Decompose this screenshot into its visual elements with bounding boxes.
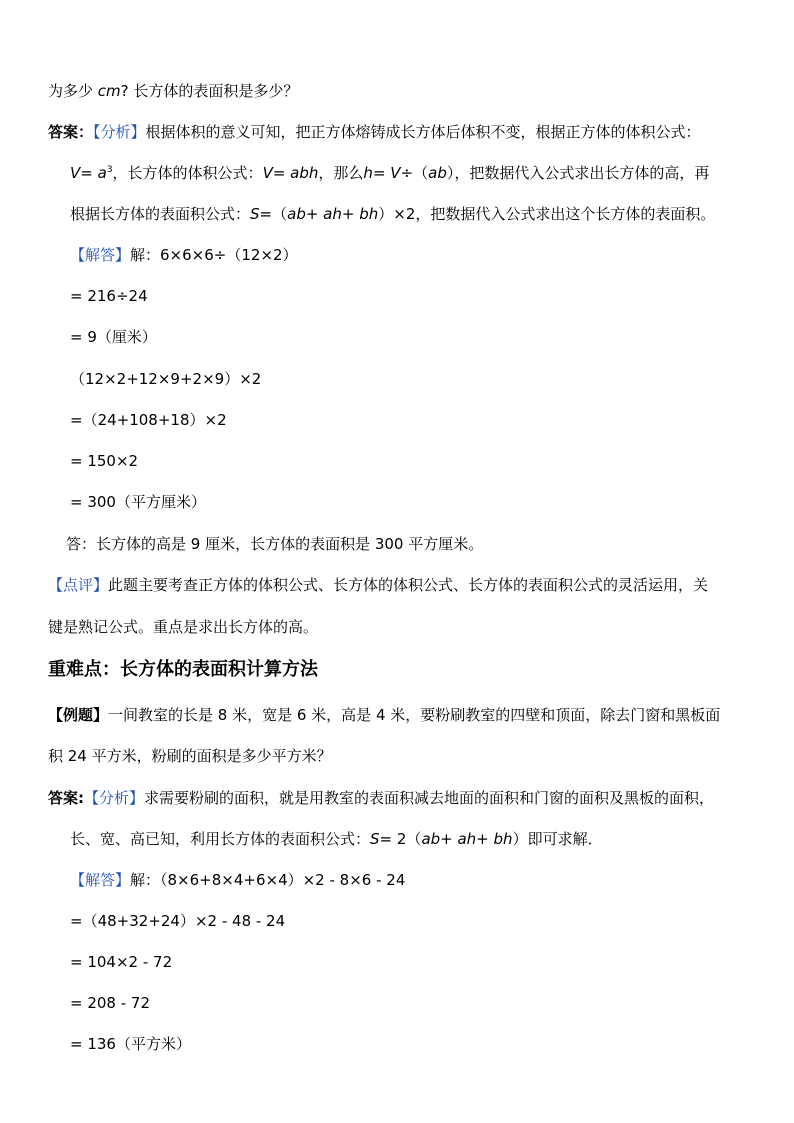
text: ）×2，把数据代入公式求出这个长方体的表面积。 <box>378 205 716 223</box>
text: ÷（ <box>400 164 429 182</box>
example-line-2: 积 24 平方米，粉刷的面积是多少平方米？ <box>48 747 332 765</box>
text: ，长方体的体积公式： <box>112 164 263 182</box>
text: 长、宽、高已知，利用长方体的表面积公式： <box>70 830 371 848</box>
answer-label: 答案： <box>48 123 94 141</box>
unit-cm: cm <box>97 82 121 100</box>
example-tag: 【例题】 <box>48 706 109 724</box>
comment-tag: 【点评】 <box>48 576 109 594</box>
var-v: V <box>70 164 81 182</box>
final-answer: 答：长方体的高是 9 厘米，长方体的表面积是 300 平方厘米。 <box>66 535 484 553</box>
step-line: = 104×2 - 72 <box>70 953 173 971</box>
solution-tag: 【解答】 <box>70 871 131 889</box>
comment-line-2: 键是熟记公式。重点是求出长方体的高。 <box>48 618 319 636</box>
var-s: S <box>370 830 380 848</box>
step-line: = 216÷24 <box>70 287 148 305</box>
eq: = <box>372 164 391 182</box>
answer-analysis-line-1 <box>48 121 701 143</box>
formula-expr: ab+ ah+ bh <box>421 830 513 848</box>
eq: = <box>272 164 291 182</box>
text: 根据长方体的表面积公式： <box>70 205 251 223</box>
example-solution-lead <box>70 869 405 891</box>
example-analysis-line-2 <box>70 828 603 850</box>
eq: = <box>80 164 98 182</box>
analysis-line-2 <box>70 162 709 184</box>
example-line-1 <box>48 704 720 726</box>
solution-lead <box>70 244 298 266</box>
analysis-line-3 <box>70 203 715 225</box>
text: ）即可求解． <box>512 830 603 848</box>
step-line: =（48+32+24）×2 - 48 - 24 <box>70 912 286 930</box>
var-s: S <box>250 205 260 223</box>
question-suffix: ? 长方体的表面积是多少？ <box>120 82 299 100</box>
example-analysis-line-1 <box>48 787 714 809</box>
step-line: = 150×2 <box>70 452 139 470</box>
step-line: = 136（平方米） <box>70 1035 191 1053</box>
step-line: = 208 - 72 <box>70 994 151 1012</box>
step-line: = 9（厘米） <box>70 328 157 346</box>
step-line: =（24+108+18）×2 <box>70 411 227 429</box>
exponent: 3 <box>106 165 113 175</box>
analysis-tag: 【分析】 <box>84 789 145 807</box>
step-line: = 300（平方厘米） <box>70 493 206 511</box>
solution-lead-text: 解：（8×6+8×4+6×4）×2 - 8×6 - 24 <box>130 871 406 889</box>
step-line: （12×2+12×9+2×9）×2 <box>70 370 262 388</box>
analysis-text-1: 求需要粉刷的面积，就是用教室的表面积减去地面的面积和门窗的面积及黑板的面积， <box>144 789 715 807</box>
var-h: h <box>363 164 373 182</box>
example-text-1: 一间教室的长是 8 米，宽是 6 米，高是 4 米，要粉刷教室的四壁和顶面，除去门窗和黑板面 <box>108 706 721 724</box>
eq: = 2（ <box>379 830 422 848</box>
comment-text-1: 此题主要考查正方体的体积公式、长方体的体积公式、长方体的表面积公式的灵活运用，关 <box>108 576 709 594</box>
var-a: a <box>97 164 107 182</box>
eq: =（ <box>259 205 288 223</box>
question-prefix: 为多少 <box>48 82 94 100</box>
formula-expr: ab+ ah+ bh <box>287 205 379 223</box>
var-abh: abh <box>290 164 319 182</box>
comment-line-1 <box>48 574 708 596</box>
answer-label: 答案: <box>48 789 84 807</box>
text: ），把数据代入公式求出长方体的高，再 <box>446 164 710 182</box>
var-v: V <box>262 164 273 182</box>
analysis-text-1: 根据体积的意义可知，把正方体熔铸成长方体后体积不变，根据正方体的体积公式： <box>145 123 701 141</box>
section-heading: 重难点：长方体的表面积计算方法 <box>48 659 318 680</box>
solution-lead-text: 解：6×6×6÷（12×2） <box>130 246 298 264</box>
var-ab: ab <box>428 164 447 182</box>
solution-tag: 【解答】 <box>70 246 131 264</box>
question-tail <box>48 80 298 102</box>
text: ，那么 <box>318 164 364 182</box>
analysis-tag: 【分析】 <box>93 123 146 141</box>
var-v: V <box>390 164 401 182</box>
